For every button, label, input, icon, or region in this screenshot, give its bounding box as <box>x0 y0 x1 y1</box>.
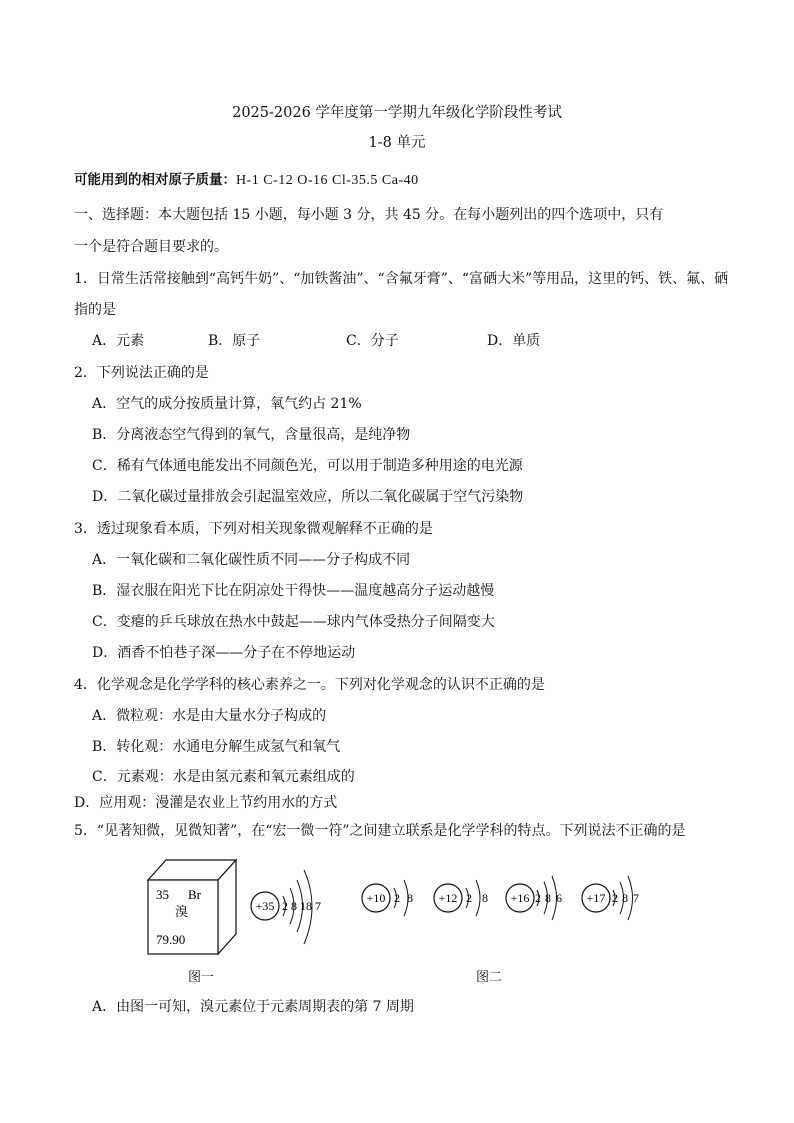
q1-option-a: A．元素 <box>92 333 145 349</box>
atomic-mass-line <box>74 171 419 190</box>
atom-4-shell-electrons-2: 8 <box>622 891 628 905</box>
element-atomic-number: 35 <box>156 887 169 902</box>
figure-2-caption: 图二 <box>476 970 503 985</box>
q3-option-a: A．一氧化碳和二氧化碳性质不同——分子构成不同 <box>92 552 411 568</box>
atom-4-shell-electrons-3: 7 <box>633 891 639 905</box>
atom-3-shell-electrons-3: 6 <box>556 891 562 905</box>
atom-3-nucleus-charge: +16 <box>510 891 530 905</box>
q1-stem-line1: 1．日常生活常接触到“高钙牛奶”、“加铁酱油”、“含氟牙膏”、“富硒大米”等用品，这里的钙、铁、氟、硒 <box>74 271 729 287</box>
section-instructions-line2: 一个是符合题目要求的。 <box>74 239 228 255</box>
br-shell-electrons-4: 7 <box>315 899 321 913</box>
q3-option-b: B．湿衣服在阳光下比在阴凉处干得快——温度越高分子运动越慢 <box>92 583 495 599</box>
br-atom-structure <box>251 870 321 944</box>
atom-1-shell-electrons-2: 8 <box>407 891 413 905</box>
atom-2-structure <box>434 880 488 916</box>
atom-2-shell-electrons-1: 2 <box>466 891 472 905</box>
exam-subtitle: 1-8 单元 <box>368 135 426 151</box>
atom-2-shell-arc-2 <box>476 880 480 916</box>
figure-1 <box>140 852 340 962</box>
q2-option-a: A．空气的成分按质量计算，氧气约占 21% <box>92 396 362 412</box>
atom-1-shell-electrons-1: 2 <box>394 891 400 905</box>
q5-stem: 5．“见著知微，见微知著”，在“宏一微一符”之间建立联系是化学学科的特点。下列说法不正确的是 <box>74 823 686 839</box>
atom-4-structure <box>582 876 639 920</box>
section-instructions-line1: 一、选择题：本大题包括 15 小题，每小题 3 分，共 45 分。在每小题列出的四个选项中，只有 <box>74 207 664 223</box>
q3-stem: 3．透过现象看本质，下列对相关现象微观解释不正确的是 <box>74 521 433 537</box>
atom-1-structure <box>362 880 413 916</box>
q4-option-a: A．微粒观：水是由大量水分子构成的 <box>92 708 327 724</box>
element-symbol: Br <box>188 887 201 902</box>
atom-1-nucleus-charge: +10 <box>366 891 386 905</box>
br-nucleus-charge: +35 <box>255 899 275 913</box>
q4-option-d: D．应用观：漫灌是农业上节约用水的方式 <box>74 795 338 811</box>
atom-2-shell-electrons-2: 8 <box>482 891 488 905</box>
atom-4-shell-electrons-1: 2 <box>612 891 618 905</box>
atom-2-nucleus-charge: +12 <box>438 891 458 905</box>
q4-stem: 4．化学观念是化学学科的核心素养之一。下列对化学观念的认识不正确的是 <box>74 677 545 693</box>
element-atomic-mass: 79.90 <box>156 932 186 947</box>
q2-option-b: B．分离液态空气得到的氧气，含量很高，是纯净物 <box>92 427 411 443</box>
q5-option-a: A．由图一可知，溴元素位于元素周期表的第 7 周期 <box>92 999 414 1015</box>
q2-option-d: D．二氧化碳过量排放会引起温室效应，所以二氧化碳属于空气污染物 <box>92 489 524 505</box>
q3-option-d: D．酒香不怕巷子深——分子在不停地运动 <box>92 645 356 661</box>
q1-option-b: B．原子 <box>208 333 261 349</box>
atom-4-nucleus-charge: +17 <box>586 891 606 905</box>
q4-option-c: C．元素观：水是由氢元素和氧元素组成的 <box>92 769 355 785</box>
figure-1-caption: 图一 <box>188 970 215 985</box>
exam-title: 2025-2026 学年度第一学期九年级化学阶段性考试 <box>232 105 562 121</box>
br-shell-electrons-3: 18 <box>300 899 312 913</box>
element-cell <box>148 860 236 954</box>
q3-option-c: C．变瘪的乒乓球放在热水中鼓起——球内气体受热分子间隔变大 <box>92 614 495 630</box>
atom-3-structure <box>506 876 562 920</box>
atom-4-shell-arc-3 <box>628 876 633 920</box>
q1-option-c: C．分子 <box>346 333 399 349</box>
atom-3-shell-electrons-1: 2 <box>535 891 541 905</box>
q1-stem-line2: 指的是 <box>74 302 116 318</box>
figure-2 <box>352 870 652 930</box>
q4-option-b: B．转化观：水通电分解生成氢气和氧气 <box>92 739 341 755</box>
element-name: 溴 <box>175 904 189 919</box>
q2-stem: 2．下列说法正确的是 <box>74 365 209 381</box>
br-shell-electrons-1: 2 <box>282 899 288 913</box>
atomic-mass-values: H-1 C-12 O-16 Cl-35.5 Ca-40 <box>236 173 419 188</box>
q2-option-c: C．稀有气体通电能发出不同颜色光，可以用于制造多种用途的电光源 <box>92 458 523 474</box>
q1-option-d: D．单质 <box>487 333 541 349</box>
atomic-mass-label: 可能用到的相对原子质量： <box>74 172 236 188</box>
br-shell-electrons-2: 8 <box>291 899 297 913</box>
atom-3-shell-electrons-2: 8 <box>545 891 551 905</box>
